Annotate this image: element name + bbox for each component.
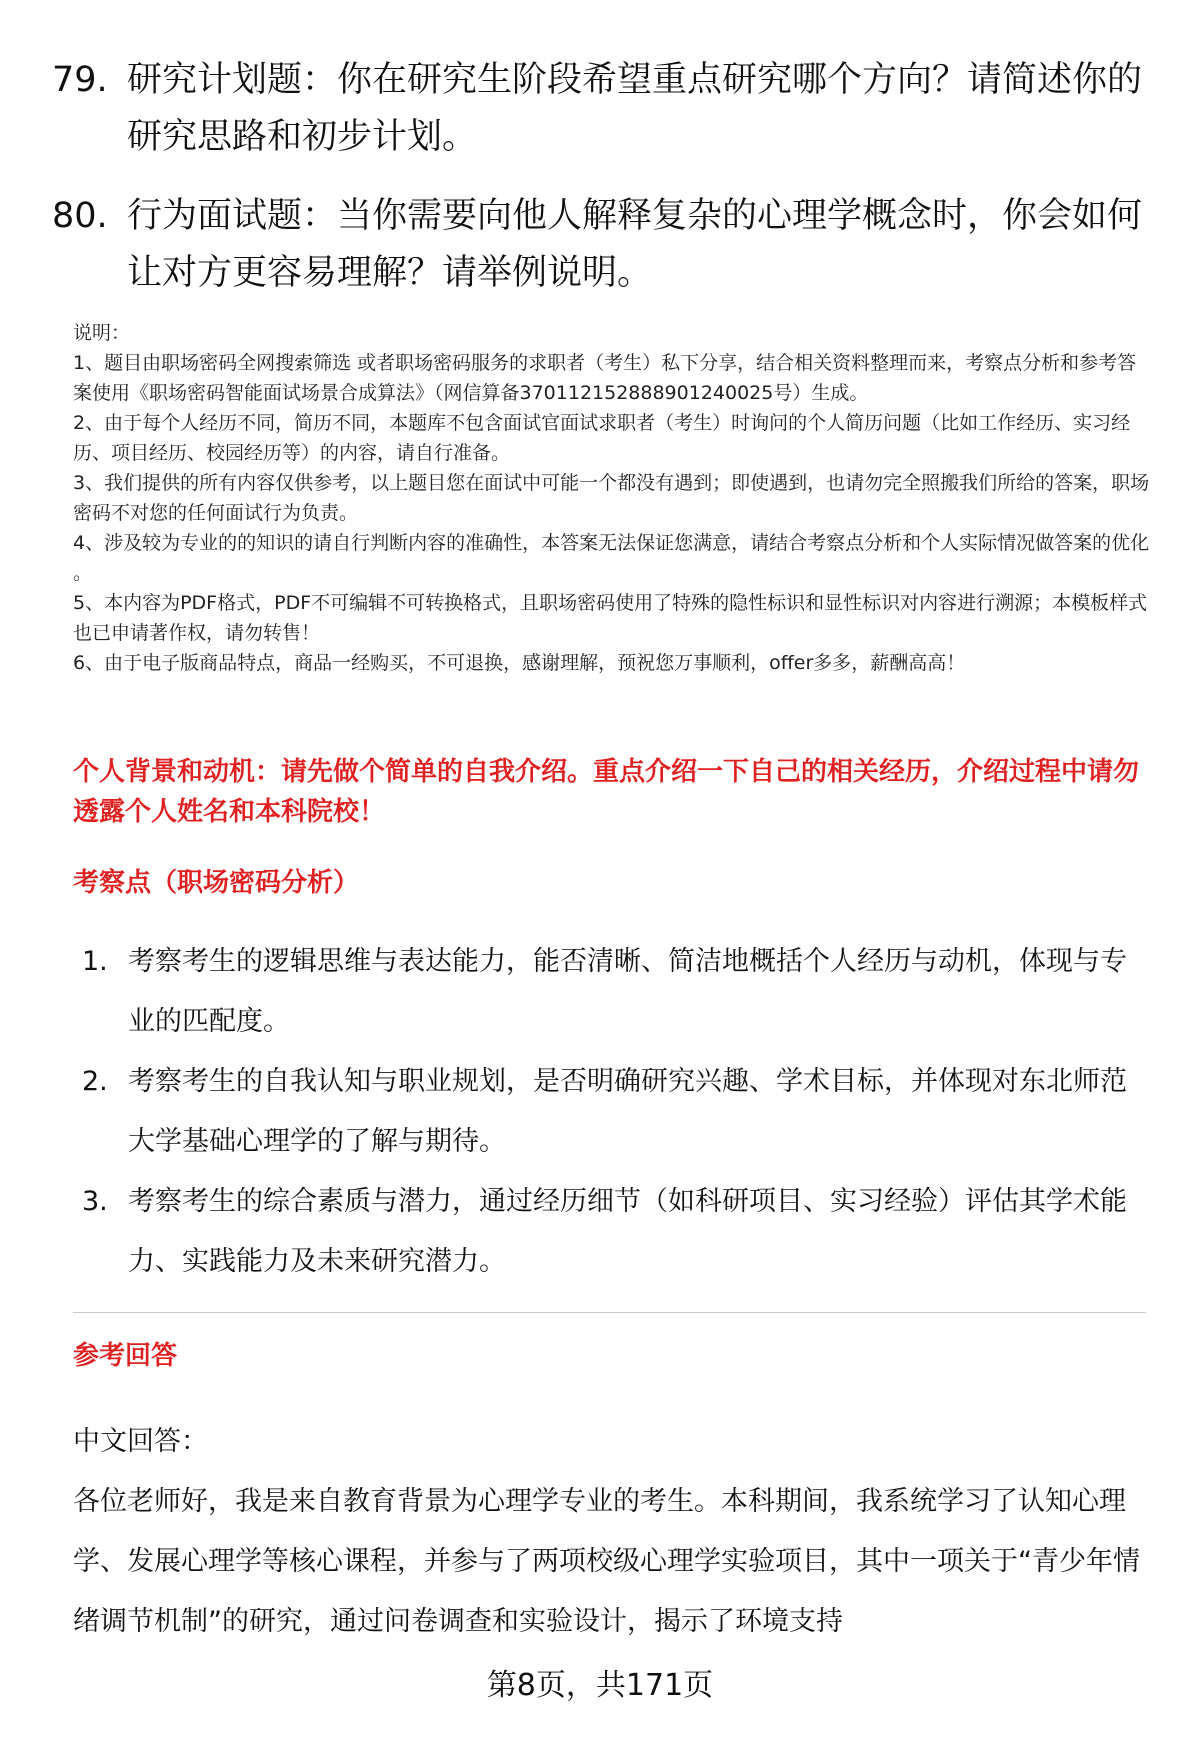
question-number: 79.	[52, 60, 108, 100]
note-item: 3、我们提供的所有内容仅供参考，以上题目您在面试中可能一个都没有遇到；即使遇到，也请勿完全照搬我们所给的答案，职场密码不对您的任何面试行为负责。	[73, 472, 1150, 524]
item-text: 考察考生的逻辑思维与表达能力，能否清晰、简洁地概括个人经历与动机，体现与专业的匹配度。	[128, 946, 1127, 1037]
page-footer: 第8页，共171页	[486, 1668, 714, 1703]
item-text: 考察考生的综合素质与潜力，通过经历细节（如科研项目、实习经验）评估其学术能力、实践能力及未来研究潜力。	[128, 1186, 1127, 1277]
disclaimer-notes	[73, 318, 1153, 678]
note-item: 4、涉及较为专业的的知识的请自行判断内容的准确性，本答案无法保证您满意，请结合考察点分析和个人实际情况做答案的优化 。	[73, 532, 1150, 584]
question-text: 行为面试题：当你需要向他人解释复杂的心理学概念时，你会如何让对方更容易理解？请举例说明。	[127, 196, 1143, 293]
notes-title: 说明：	[73, 322, 131, 344]
item-text: 考察考生的自我认知与职业规划，是否明确研究兴趣、学术目标，并体现对东北师范大学基础心理学的了解与期待。	[128, 1066, 1127, 1157]
question-number: 80.	[52, 196, 108, 236]
item-number: 1.	[82, 946, 108, 977]
question-80	[52, 188, 1152, 302]
answer-heading: 参考回答	[73, 1341, 178, 1371]
question-79	[52, 52, 1152, 166]
item-number: 3.	[82, 1186, 108, 1217]
note-item: 2、由于每个人经历不同，简历不同，本题库不包含面试官面试求职者（考生）时询问的个人简历问题（比如工作经历、实习经历、项目经历、校园经历等）的内容，请自行准备。	[73, 412, 1131, 464]
list-item	[82, 1052, 1142, 1172]
note-item: 5、本内容为PDF格式，PDF不可编辑不可转换格式，且职场密码使用了特殊的隐性标识和显性标识对内容进行溯源；本模板样式也已申请著作权，请勿转售！	[73, 592, 1148, 644]
item-number: 2.	[82, 1066, 108, 1097]
note-item: 6、由于电子版商品特点，商品一经购买，不可退换，感谢理解，预祝您万事顺利，offer多多，薪酬高高！	[73, 652, 966, 674]
question-text: 研究计划题：你在研究生阶段希望重点研究哪个方向？请简述你的研究思路和初步计划。	[127, 60, 1143, 157]
analysis-list	[82, 932, 1142, 1292]
answer-body	[73, 1412, 1146, 1652]
list-item	[82, 1172, 1142, 1292]
question-heading: 个人背景和动机：请先做个简单的自我介绍。重点介绍一下自己的相关经历，介绍过程中请勿透露个人姓名和本科院校！	[73, 757, 1140, 827]
note-item: 1、题目由职场密码全网搜索筛选 或者职场密码服务的求职者（考生）私下分享，结合相关资料整理而来，考察点分析和参考答案使用《职场密码智能面试场景合成算法》（网信算备370112152888901240025号）生成。	[73, 352, 1137, 404]
answer-text: 各位老师好，我是来自教育背景为心理学专业的考生。本科期间，我系统学习了认知心理学、发展心理学等核心课程，并参与了两项校级心理学实验项目，其中一项关于“青少年情绪调节机制”的研究，通过问卷调查和实验设计，揭示了环境支持	[73, 1486, 1140, 1637]
list-item	[82, 932, 1142, 1052]
answer-label: 中文回答：	[73, 1426, 208, 1457]
divider	[73, 1312, 1146, 1313]
analysis-heading: 考察点（职场密码分析）	[73, 868, 360, 898]
